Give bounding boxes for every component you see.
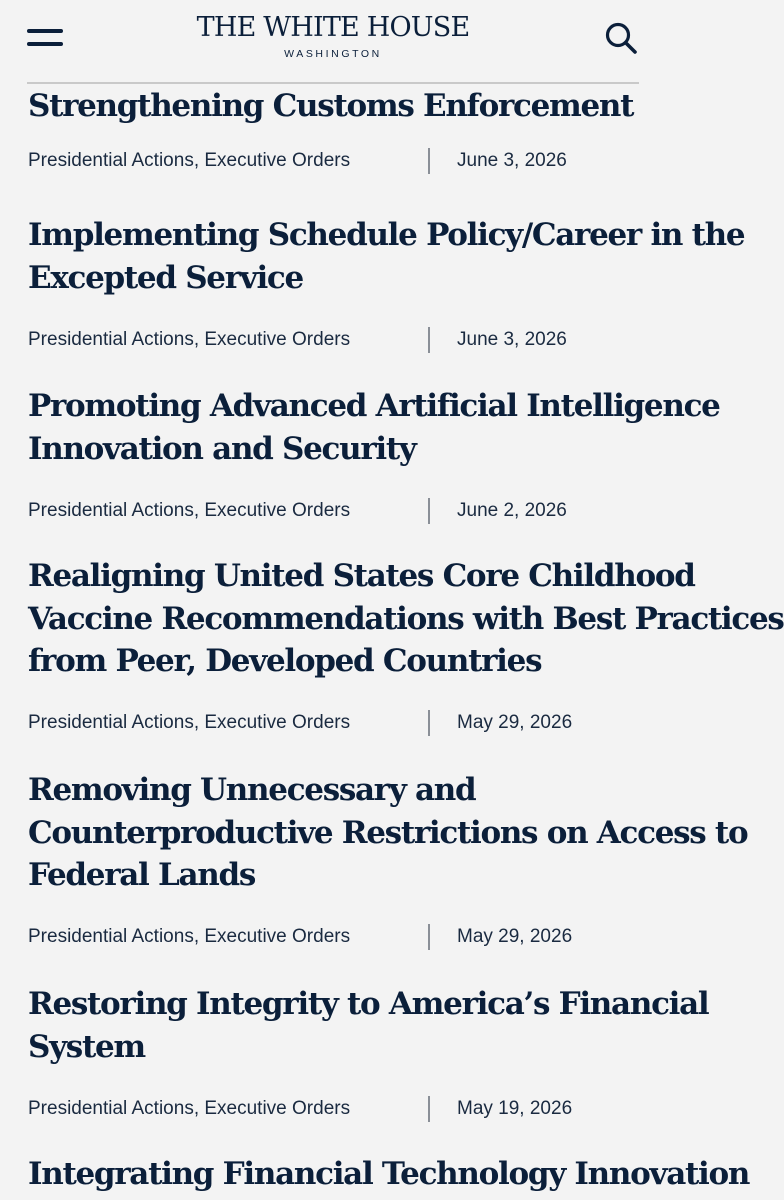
- list-item[interactable]: [28, 385, 720, 526]
- search-icon[interactable]: [603, 20, 639, 56]
- article-date: May 19, 2026: [457, 1098, 573, 1119]
- article-categories[interactable]: Presidential Actions, Executive Orders: [28, 329, 351, 350]
- list-item[interactable]: [28, 769, 748, 952]
- meta-divider: [428, 148, 430, 174]
- article-title-line: Integrating Financial Technology Innovation: [28, 1156, 750, 1192]
- article-title-line: Implementing Schedule Policy/Career in the: [28, 217, 745, 253]
- article-title-line: System: [28, 1028, 145, 1065]
- list-item[interactable]: [28, 555, 784, 738]
- article-date: June 3, 2026: [457, 149, 567, 171]
- article-meta: [28, 922, 646, 952]
- article-meta: [28, 708, 646, 738]
- article-categories[interactable]: Presidential Actions, Executive Orders: [28, 149, 351, 171]
- meta-divider: [428, 1096, 430, 1122]
- article-title-line: Excepted Service: [28, 259, 303, 296]
- article-title-line: Counterproductive Restrictions on Access to: [28, 814, 748, 851]
- article-meta: [28, 146, 646, 176]
- article-title[interactable]: [28, 555, 784, 683]
- meta-divider: [428, 327, 430, 353]
- article-title-line: Strengthening Customs Enforcement: [28, 88, 634, 124]
- article-meta: [28, 1094, 646, 1124]
- article-title-line: Restoring Integrity to America’s Financial: [28, 986, 709, 1022]
- article-categories[interactable]: Presidential Actions, Executive Orders: [28, 500, 351, 521]
- article-title-line: Innovation and Security: [28, 430, 416, 467]
- meta-divider: [428, 924, 430, 950]
- article-categories[interactable]: Presidential Actions, Executive Orders: [28, 925, 351, 947]
- article-meta: [28, 496, 646, 526]
- article-title[interactable]: [28, 983, 709, 1068]
- list-item[interactable]: [28, 85, 646, 176]
- article-title-line: from Peer, Developed Countries: [28, 643, 542, 679]
- article-title-line: Vaccine Recommendations with Best Practices: [28, 600, 784, 637]
- brand-title: THE WHITE HOUSE: [196, 12, 470, 43]
- article-title-line: Federal Lands: [28, 857, 256, 893]
- meta-divider: [428, 498, 430, 524]
- article-categories[interactable]: Presidential Actions, Executive Orders: [28, 1098, 351, 1119]
- article-date: May 29, 2026: [457, 711, 573, 733]
- article-title-line: Removing Unnecessary and: [28, 772, 476, 808]
- site-header: [27, 0, 639, 84]
- site-logo[interactable]: [27, 12, 639, 62]
- article-date: May 29, 2026: [457, 925, 573, 947]
- article-title[interactable]: [28, 1153, 750, 1196]
- article-title[interactable]: [28, 85, 646, 128]
- article-title[interactable]: [28, 214, 745, 299]
- meta-divider: [428, 710, 430, 736]
- article-title[interactable]: [28, 385, 720, 470]
- list-item[interactable]: [28, 983, 709, 1124]
- list-item[interactable]: [28, 214, 745, 355]
- list-item[interactable]: [28, 1153, 750, 1196]
- article-title-line: Promoting Advanced Artificial Intelligence: [28, 388, 720, 424]
- brand-subtitle: WASHINGTON: [284, 48, 382, 60]
- article-meta: [28, 325, 646, 355]
- article-date: June 3, 2026: [457, 329, 567, 350]
- article-date: June 2, 2026: [457, 500, 567, 521]
- article-categories[interactable]: Presidential Actions, Executive Orders: [28, 711, 351, 733]
- article-title-line: Realigning United States Core Childhood: [28, 558, 695, 594]
- article-title[interactable]: [28, 769, 748, 897]
